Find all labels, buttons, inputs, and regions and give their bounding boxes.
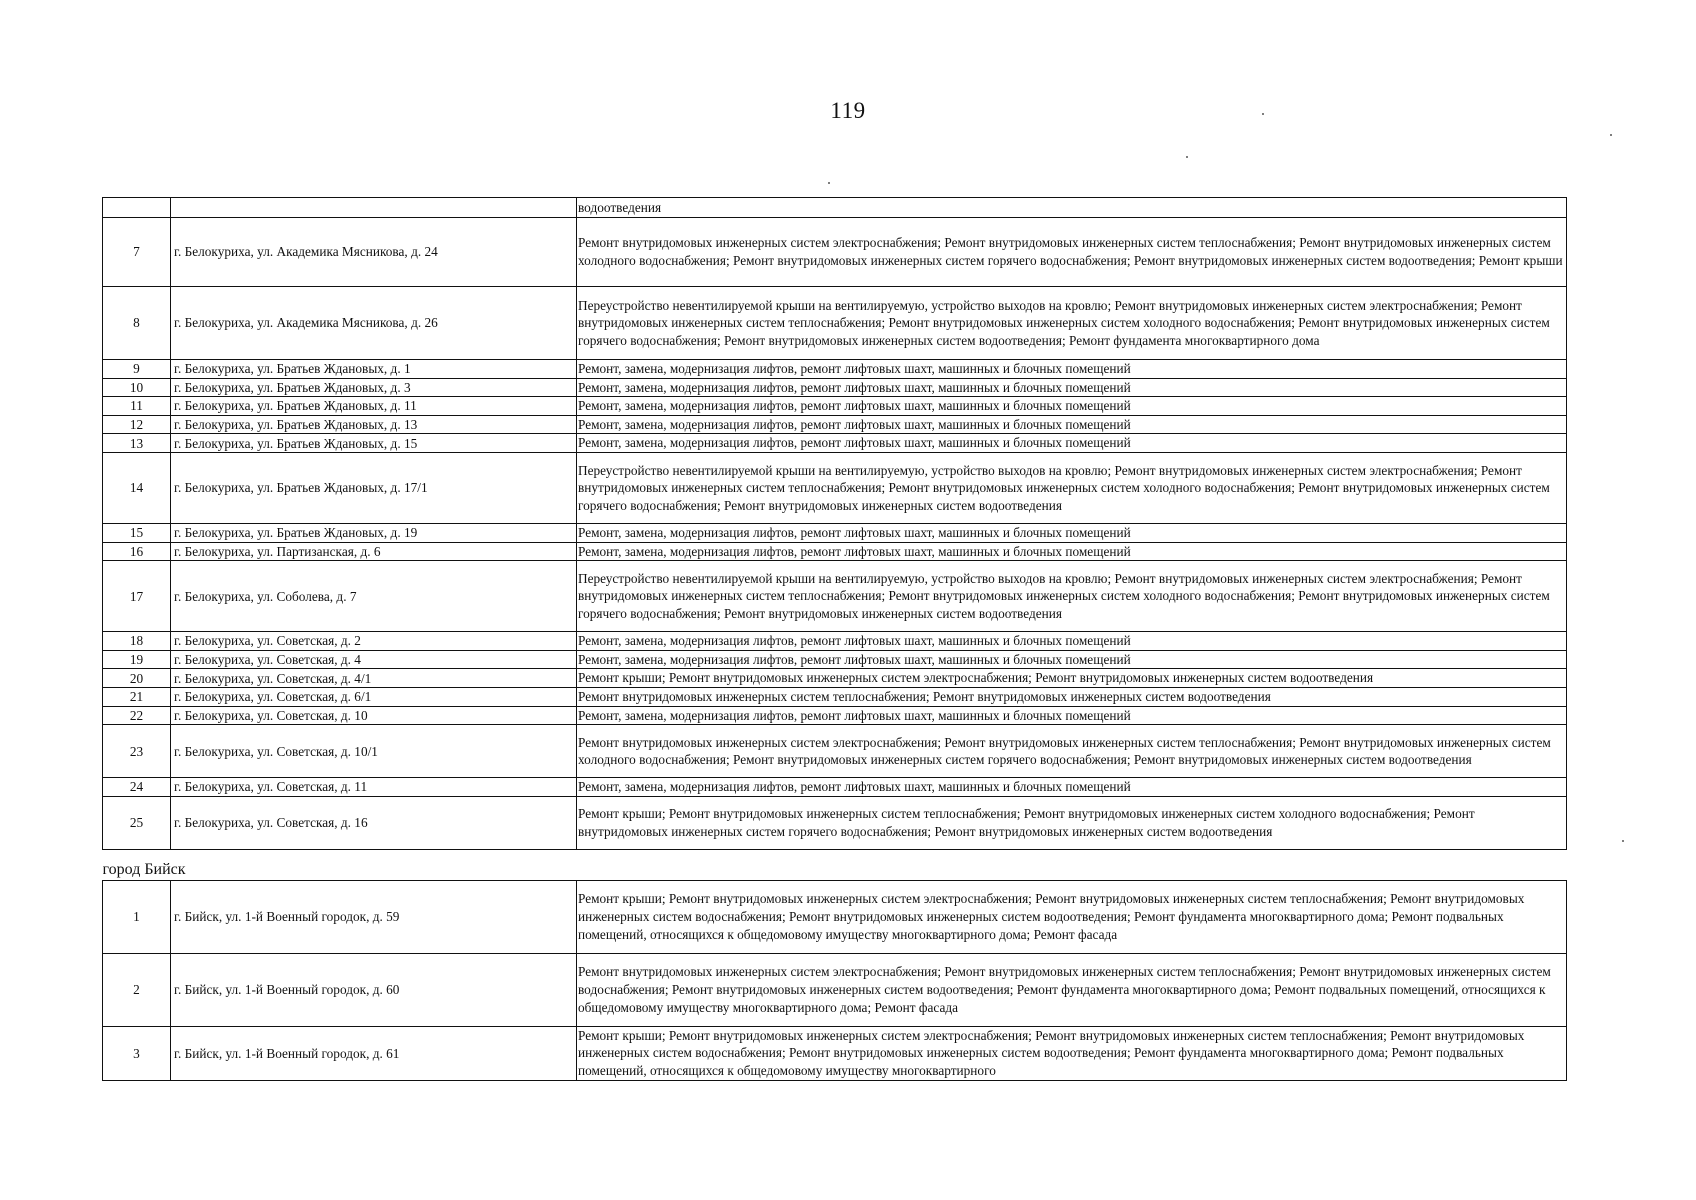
table-row bbox=[103, 542, 1567, 561]
table-row bbox=[103, 434, 1567, 453]
table-row bbox=[103, 1026, 1567, 1080]
table-row bbox=[103, 796, 1567, 849]
table-row bbox=[103, 706, 1567, 725]
row-address: г. Белокуриха, ул. Академика Мясникова, д. 24 bbox=[171, 218, 577, 287]
page-number: 119 bbox=[830, 98, 866, 123]
row-number: 2 bbox=[103, 953, 171, 1026]
scan-speck bbox=[1610, 134, 1612, 136]
row-address: г. Белокуриха, ул. Братьев Ждановых, д. 3 bbox=[171, 378, 577, 397]
row-works: водоотведения bbox=[577, 198, 1567, 218]
row-number: 13 bbox=[103, 434, 171, 453]
row-works: Ремонт, замена, модернизация лифтов, ремонт лифтовых шахт, машинных и блочных помещений bbox=[577, 360, 1567, 379]
table-row bbox=[103, 725, 1567, 778]
row-works: Переустройство невентилируемой крыши на вентилируемую, устройство выходов на кровлю; Ремонт внутридомовых инженерных систем электроснабжения; Ремонт внутридомовых инженерных систем теплоснабжения; Ремонт внутридомовых инженерных систем холодного водоснабжения; Ремонт внутридомовых инженерных систем горячего водоснабжения; Ремонт внутридомовых инженерных систем водоотведения bbox=[577, 561, 1567, 632]
row-works: Ремонт, замена, модернизация лифтов, ремонт лифтовых шахт, машинных и блочных помещений bbox=[577, 415, 1567, 434]
row-number: 3 bbox=[103, 1026, 171, 1080]
table-row bbox=[103, 218, 1567, 287]
row-works: Ремонт, замена, модернизация лифтов, ремонт лифтовых шахт, машинных и блочных помещений bbox=[577, 632, 1567, 651]
table-row bbox=[103, 415, 1567, 434]
table-row bbox=[103, 360, 1567, 379]
row-address: г. Белокуриха, ул. Советская, д. 2 bbox=[171, 632, 577, 651]
row-number: 1 bbox=[103, 880, 171, 953]
row-address: г. Белокуриха, ул. Братьев Ждановых, д. 15 bbox=[171, 434, 577, 453]
table-row bbox=[103, 880, 1567, 953]
row-number: 20 bbox=[103, 669, 171, 688]
row-works: Ремонт внутридомовых инженерных систем электроснабжения; Ремонт внутридомовых инженерных систем теплоснабжения; Ремонт внутридомовых инженерных систем холодного водоснабжения; Ремонт внутридомовых инженерных систем горячего водоснабжения; Ремонт внутридомовых инженерных систем водоотведения bbox=[577, 725, 1567, 778]
row-works: Ремонт внутридомовых инженерных систем теплоснабжения; Ремонт внутридомовых инженерных систем водоотведения bbox=[577, 687, 1567, 706]
row-number: 19 bbox=[103, 650, 171, 669]
row-number: 10 bbox=[103, 378, 171, 397]
scan-speck bbox=[1622, 840, 1624, 842]
row-number: 23 bbox=[103, 725, 171, 778]
row-address: г. Белокуриха, ул. Братьев Ждановых, д. 1 bbox=[171, 360, 577, 379]
row-number: 12 bbox=[103, 415, 171, 434]
row-address: г. Белокуриха, ул. Советская, д. 10/1 bbox=[171, 725, 577, 778]
row-works: Ремонт внутридомовых инженерных систем электроснабжения; Ремонт внутридомовых инженерных систем теплоснабжения; Ремонт внутридомовых инженерных систем водоснабжения; Ремонт внутридомовых инженерных систем водоотведения; Ремонт фундамента многоквартирного дома; Ремонт подвальных помещений, относящихся к общедомовому имуществу многоквартирного дома; Ремонт фасада bbox=[577, 953, 1567, 1026]
row-works: Ремонт внутридомовых инженерных систем электроснабжения; Ремонт внутридомовых инженерных систем теплоснабжения; Ремонт внутридомовых инженерных систем холодного водоснабжения; Ремонт внутридомовых инженерных систем горячего водоснабжения; Ремонт внутридомовых инженерных систем водоотведения; Ремонт крыши bbox=[577, 218, 1567, 287]
table-row bbox=[103, 778, 1567, 797]
row-works: Ремонт крыши; Ремонт внутридомовых инженерных систем электроснабжения; Ремонт внутридомовых инженерных систем водоотведения bbox=[577, 669, 1567, 688]
row-works: Ремонт, замена, модернизация лифтов, ремонт лифтовых шахт, машинных и блочных помещений bbox=[577, 542, 1567, 561]
table-row bbox=[103, 669, 1567, 688]
row-works: Ремонт, замена, модернизация лифтов, ремонт лифтовых шахт, машинных и блочных помещений bbox=[577, 523, 1567, 542]
row-address: г. Белокуриха, ул. Братьев Ждановых, д. 11 bbox=[171, 397, 577, 416]
row-address: г. Белокуриха, ул. Академика Мясникова, д. 26 bbox=[171, 287, 577, 360]
table-row bbox=[103, 561, 1567, 632]
table-row bbox=[103, 632, 1567, 651]
row-address: г. Белокуриха, ул. Братьев Ждановых, д. 13 bbox=[171, 415, 577, 434]
row-address: г. Белокуриха, ул. Соболева, д. 7 bbox=[171, 561, 577, 632]
row-works: Ремонт крыши; Ремонт внутридомовых инженерных систем электроснабжения; Ремонт внутридомовых инженерных систем теплоснабжения; Ремонт внутридомовых инженерных систем водоснабжения; Ремонт внутридомовых инженерных систем водоотведения; Ремонт фундамента многоквартирного дома; Ремонт подвальных помещений, относящихся к общедомовому имуществу многоквартирного bbox=[577, 1026, 1567, 1080]
table-row bbox=[103, 397, 1567, 416]
row-address: г. Белокуриха, ул. Советская, д. 6/1 bbox=[171, 687, 577, 706]
row-number: 24 bbox=[103, 778, 171, 797]
row-works: Ремонт крыши; Ремонт внутридомовых инженерных систем электроснабжения; Ремонт внутридомовых инженерных систем теплоснабжения; Ремонт внутридомовых инженерных систем водоснабжения; Ремонт внутридомовых инженерных систем водоотведения; Ремонт фундамента многоквартирного дома; Ремонт подвальных помещений, относящихся к общедомовому имуществу многоквартирного дома; Ремонт фасада bbox=[577, 880, 1567, 953]
row-works: Ремонт, замена, модернизация лифтов, ремонт лифтовых шахт, машинных и блочных помещений bbox=[577, 378, 1567, 397]
row-address: г. Бийск, ул. 1-й Военный городок, д. 59 bbox=[171, 880, 577, 953]
row-address: г. Белокуриха, ул. Советская, д. 4/1 bbox=[171, 669, 577, 688]
row-address: г. Белокуриха, ул. Братьев Ждановых, д. 19 bbox=[171, 523, 577, 542]
row-number: 16 bbox=[103, 542, 171, 561]
scan-speck bbox=[1186, 156, 1188, 158]
row-number: 17 bbox=[103, 561, 171, 632]
row-number: 9 bbox=[103, 360, 171, 379]
table-row bbox=[103, 378, 1567, 397]
table-row bbox=[103, 452, 1567, 523]
repair-works-table bbox=[102, 197, 1567, 1081]
row-works: Ремонт, замена, модернизация лифтов, ремонт лифтовых шахт, машинных и блочных помещений bbox=[577, 434, 1567, 453]
row-number: 8 bbox=[103, 287, 171, 360]
section-title: город Бийск bbox=[103, 849, 1567, 880]
table-row bbox=[103, 650, 1567, 669]
row-number: 18 bbox=[103, 632, 171, 651]
row-address: г. Белокуриха, ул. Братьев Ждановых, д. 17/1 bbox=[171, 452, 577, 523]
row-number: 7 bbox=[103, 218, 171, 287]
row-address: г. Белокуриха, ул. Советская, д. 16 bbox=[171, 796, 577, 849]
row-number: 21 bbox=[103, 687, 171, 706]
row-number: 25 bbox=[103, 796, 171, 849]
row-works: Ремонт, замена, модернизация лифтов, ремонт лифтовых шахт, машинных и блочных помещений bbox=[577, 397, 1567, 416]
row-works: Ремонт, замена, модернизация лифтов, ремонт лифтовых шахт, машинных и блочных помещений bbox=[577, 650, 1567, 669]
table-row bbox=[103, 953, 1567, 1026]
table-row bbox=[103, 523, 1567, 542]
table-row-continuation bbox=[103, 198, 1567, 218]
row-number bbox=[103, 198, 171, 218]
row-number: 11 bbox=[103, 397, 171, 416]
row-address: г. Белокуриха, ул. Советская, д. 11 bbox=[171, 778, 577, 797]
row-address: г. Бийск, ул. 1-й Военный городок, д. 61 bbox=[171, 1026, 577, 1080]
row-works: Ремонт, замена, модернизация лифтов, ремонт лифтовых шахт, машинных и блочных помещений bbox=[577, 706, 1567, 725]
row-address: г. Белокуриха, ул. Советская, д. 4 bbox=[171, 650, 577, 669]
table-row bbox=[103, 687, 1567, 706]
row-address: г. Бийск, ул. 1-й Военный городок, д. 60 bbox=[171, 953, 577, 1026]
row-address: г. Белокуриха, ул. Советская, д. 10 bbox=[171, 706, 577, 725]
scan-speck bbox=[828, 182, 830, 184]
section-header-row bbox=[103, 849, 1567, 880]
row-address: г. Белокуриха, ул. Партизанская, д. 6 bbox=[171, 542, 577, 561]
row-number: 22 bbox=[103, 706, 171, 725]
row-number: 14 bbox=[103, 452, 171, 523]
row-address bbox=[171, 198, 577, 218]
scan-speck bbox=[1262, 113, 1264, 115]
row-number: 15 bbox=[103, 523, 171, 542]
row-works: Ремонт крыши; Ремонт внутридомовых инженерных систем теплоснабжения; Ремонт внутридомовых инженерных систем холодного водоснабжения; Ремонт внутридомовых инженерных систем горячего водоснабжения; Ремонт внутридомовых инженерных систем водоотведения bbox=[577, 796, 1567, 849]
table-row bbox=[103, 287, 1567, 360]
row-works: Переустройство невентилируемой крыши на вентилируемую, устройство выходов на кровлю; Ремонт внутридомовых инженерных систем электроснабжения; Ремонт внутридомовых инженерных систем теплоснабжения; Ремонт внутридомовых инженерных систем холодного водоснабжения; Ремонт внутридомовых инженерных систем горячего водоснабжения; Ремонт внутридомовых инженерных систем водоотведения bbox=[577, 452, 1567, 523]
row-works: Ремонт, замена, модернизация лифтов, ремонт лифтовых шахт, машинных и блочных помещений bbox=[577, 778, 1567, 797]
row-works: Переустройство невентилируемой крыши на вентилируемую, устройство выходов на кровлю; Ремонт внутридомовых инженерных систем электроснабжения; Ремонт внутридомовых инженерных систем теплоснабжения; Ремонт внутридомовых инженерных систем холодного водоснабжения; Ремонт внутридомовых инженерных систем горячего водоснабжения; Ремонт внутридомовых инженерных систем водоотведения; Ремонт фундамента многоквартирного дома bbox=[577, 287, 1567, 360]
